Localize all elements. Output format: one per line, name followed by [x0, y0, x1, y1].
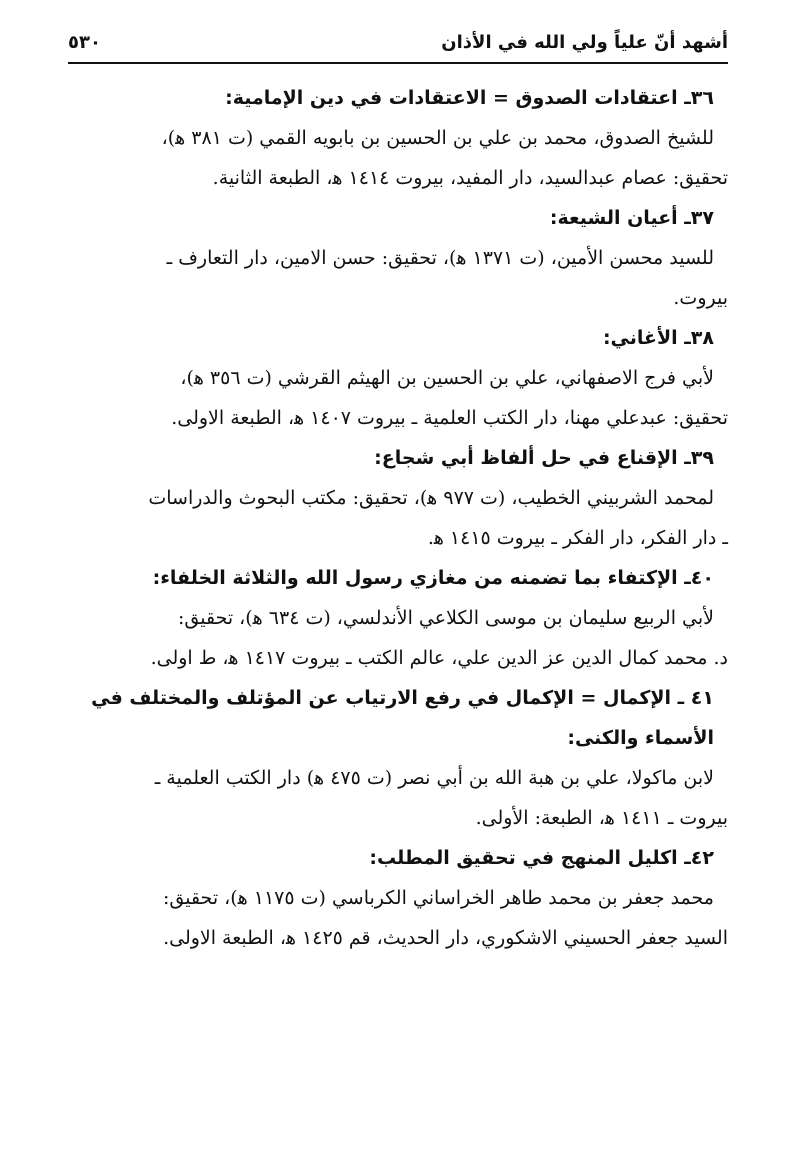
bibliography-entry — [68, 678, 728, 838]
entry-body — [68, 758, 728, 838]
bibliography-entry — [68, 558, 728, 678]
entry-body — [68, 238, 728, 318]
page-number: ٥٣٠ — [68, 32, 101, 53]
entry-body-line: بيروت. — [673, 287, 728, 309]
bibliography-entry — [68, 198, 728, 318]
bibliography-entry — [68, 78, 728, 198]
entry-body-line: للشيخ الصدوق، محمد بن علي بن الحسين بن بابويه القمي (ت ٣٨١ ﻫ)، — [161, 127, 714, 149]
entry-body-line: السيد جعفر الحسيني الاشكوري، دار الحديث، قم ١٤٢٥ ﻫ، الطبعة الاولى. — [163, 927, 728, 949]
book-page — [68, 28, 728, 958]
entry-body-line: ـ دار الفكر، دار الفكر ـ بيروت ١٤١٥ ﻫ. — [427, 527, 728, 549]
entry-body — [68, 358, 728, 438]
entry-title: ٣٦ـ اعتقادات الصدوق = الاعتقادات في دين الإمامية: — [225, 87, 714, 109]
entry-body — [68, 598, 728, 678]
entry-body-line: لأبي الربيع سليمان بن موسى الكلاعي الأندلسي، (ت ٦٣٤ ﻫ)، تحقيق: — [177, 607, 714, 629]
entry-body-line: د. محمد كمال الدين عز الدين علي، عالم الكتب ـ بيروت ١٤١٧ ﻫ، ط اولى. — [150, 647, 728, 669]
entry-body-line: تحقيق: عصام عبدالسيد، دار المفيد، بيروت ١٤١٤ ﻫ، الطبعة الثانية. — [212, 167, 728, 189]
entry-body — [68, 478, 728, 558]
entry-body-line: بيروت ـ ١٤١١ ﻫ، الطبعة: الأولى. — [475, 807, 728, 829]
entry-title: ٣٧ـ أعيان الشيعة: — [549, 207, 714, 229]
running-header — [68, 28, 728, 64]
entry-title: ٤٢ـ اكليل المنهج في تحقيق المطلب: — [369, 847, 714, 869]
entry-title: ٣٩ـ الإقناع في حل ألفاظ أبي شجاع: — [374, 447, 714, 469]
entry-body-line: لمحمد الشربيني الخطيب، (ت ٩٧٧ ﻫ)، تحقيق: مكتب البحوث والدراسات — [148, 487, 714, 509]
entry-body-line: محمد جعفر بن محمد طاهر الخراساني الكرباسي (ت ١١٧٥ ﻫ)، تحقيق: — [162, 887, 714, 909]
entry-body-line: لأبي فرج الاصفهاني، علي بن الحسين بن الهيثم القرشي (ت ٣٥٦ ﻫ)، — [180, 367, 714, 389]
running-header-title: أشهد أنّ علياً ولي الله في الأذان — [441, 32, 728, 53]
entry-body — [68, 118, 728, 198]
bibliography-entry — [68, 438, 728, 558]
bibliography-entry — [68, 838, 728, 958]
entry-body-line: تحقيق: عبدعلي مهنا، دار الكتب العلمية ـ بيروت ١٤٠٧ ﻫ، الطبعة الاولى. — [171, 407, 728, 429]
bibliography-entry — [68, 318, 728, 438]
entry-body-line: لابن ماكولا، علي بن هبة الله بن أبي نصر (ت ٤٧٥ ﻫ) دار الكتب العلمية ـ — [154, 767, 714, 789]
entry-body-line: للسيد محسن الأمين، (ت ١٣٧١ ﻫ)، تحقيق: حسن الامين، دار التعارف ـ — [166, 247, 714, 269]
bibliography-list — [68, 78, 728, 958]
entry-title: ٤٠ـ الإكتفاء بما تضمنه من مغازي رسول الله والثلاثة الخلفاء: — [152, 567, 714, 589]
entry-title: ٤١ ـ الإكمال = الإكمال في رفع الارتياب عن المؤتلف والمختلف في الأسماء والكنى: — [91, 687, 714, 749]
entry-body — [68, 878, 728, 958]
entry-title: ٣٨ـ الأغاني: — [602, 327, 714, 349]
